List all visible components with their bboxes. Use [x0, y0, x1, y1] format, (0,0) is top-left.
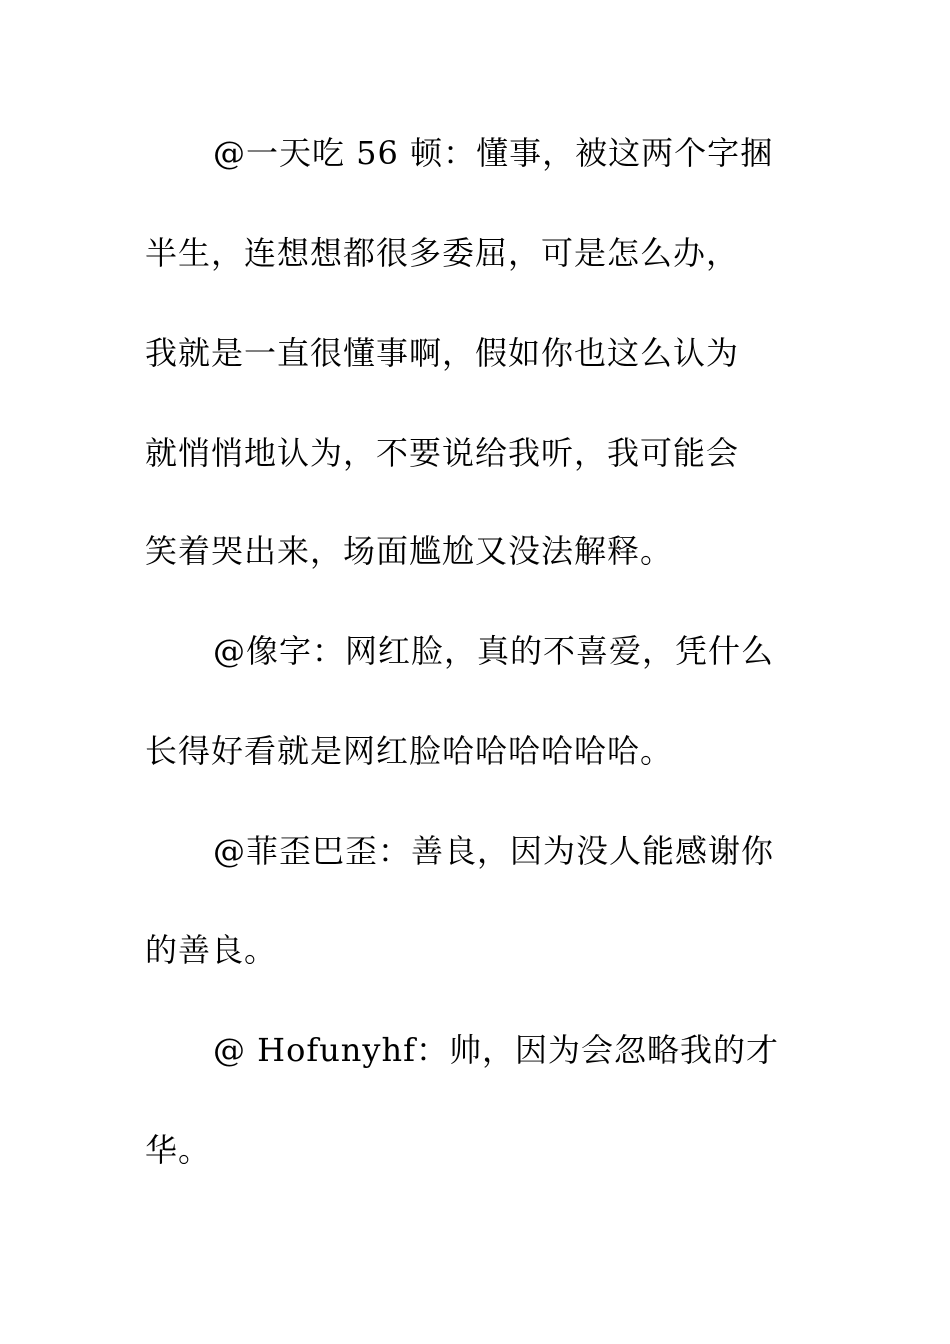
paragraph-4-line-1: @ Hofunyhf：帅，因为会忽略我的才 [213, 1031, 779, 1069]
paragraph-2-line-1: @像字：网红脸，真的不喜爱，凭什么 [213, 632, 775, 670]
paragraph-1-line-5: 笑着哭出来，场面尴尬又没法解释。 [145, 532, 674, 570]
paragraph-2-line-2: 长得好看就是网红脸哈哈哈哈哈哈。 [145, 732, 674, 770]
paragraph-1-line-3: 我就是一直很懂事啊，假如你也这么认为 [145, 334, 740, 372]
paragraph-3-line-2: 的善良。 [145, 931, 278, 969]
paragraph-4-line-2: 华。 [145, 1131, 212, 1169]
paragraph-3-line-1: @菲歪巴歪：善良，因为没人能感谢你 [213, 832, 775, 870]
paragraph-1-line-4: 就悄悄地认为，不要说给我听，我可能会 [145, 434, 740, 472]
paragraph-1-line-2: 半生，连想想都很多委屈，可是怎么办， [145, 234, 740, 272]
paragraph-1-line-1: @一天吃 56 顿：懂事，被这两个字捆 [213, 134, 774, 172]
